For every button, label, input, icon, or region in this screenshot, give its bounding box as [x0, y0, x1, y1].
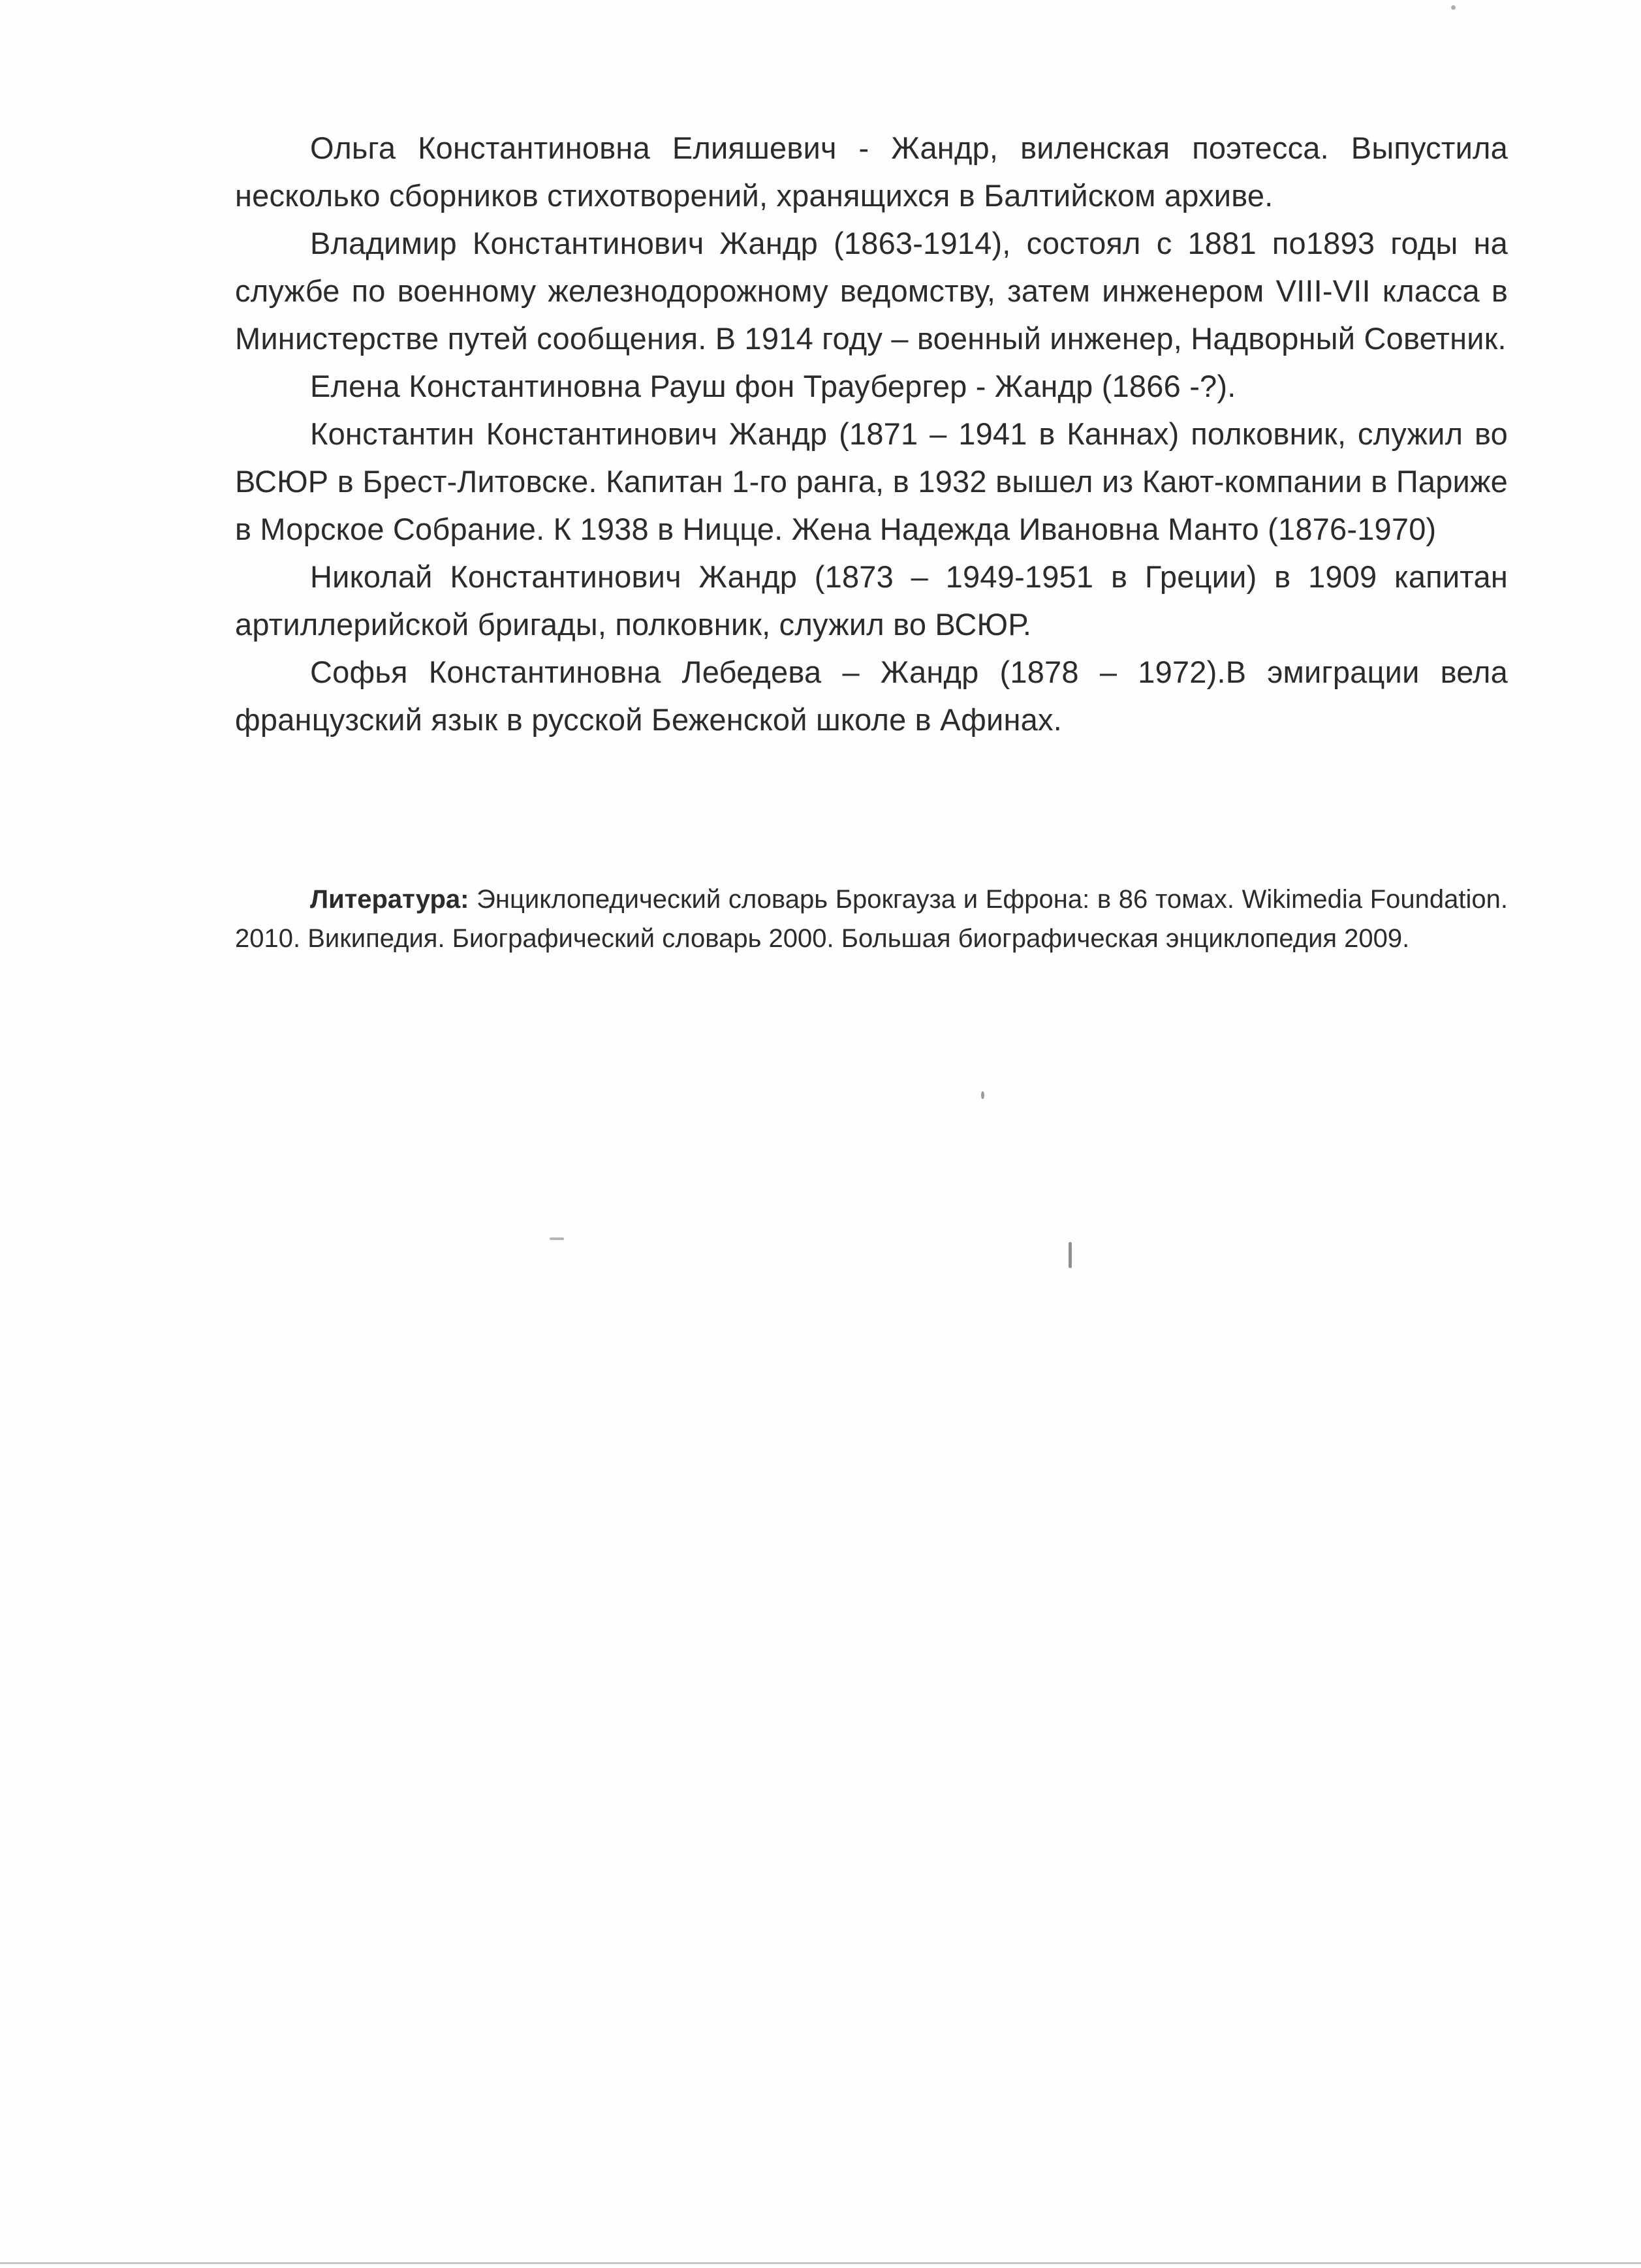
literature-section	[235, 880, 1508, 958]
literature-label: Литература:	[310, 885, 469, 914]
paragraph-elena: Елена Константиновна Рауш фон Траубергер - Жандр (1866 -?).	[310, 369, 1236, 403]
scan-edge-line	[0, 2262, 1641, 2264]
main-text	[235, 124, 1508, 743]
paragraph-sofya: Софья Константиновна Лебедева – Жандр (1878 – 1972).В эмиграции вела французский язык в русской Беженской школе в Афинах.	[235, 655, 1508, 737]
scan-speck	[1069, 1242, 1072, 1268]
paragraph-konstantin: Константин Константинович Жандр (1871 – 1941 в Каннах) полковник, служил во ВСЮР в Брест-Литовске. Капитан 1-го ранга, в 1932 вышел из Кают-компании в Париже в Морское Собрание. К 1938 в Ницце. Жена Надежда Ивановна Манто (1876-1970)	[235, 416, 1508, 546]
literature-text: Энциклопедический словарь Брокгауза и Ефрона: в 86 томах. Wikimedia Foundation. 2010. Википедия. Биографический словарь 2000. Большая биографическая энциклопедия 2009.	[235, 885, 1508, 953]
paragraph-nikolai: Николай Константинович Жандр (1873 – 1949-1951 в Греции) в 1909 капитан артиллерийской бригады, полковник, служил во ВСЮР.	[235, 559, 1508, 642]
scan-speck	[981, 1091, 984, 1099]
scan-speck	[1451, 5, 1456, 10]
paragraph-olga: Ольга Константиновна Елияшевич - Жандр, виленская поэтесса. Выпустила несколько сборников стихотворений, хранящихся в Балтийском архиве.	[235, 131, 1508, 213]
scan-speck	[550, 1237, 564, 1240]
paragraph-vladimir: Владимир Константинович Жандр (1863-1914), состоял с 1881 по1893 годы на службе по военному железнодорожному ведомству, затем инженером VIII-VII класса в Министерстве путей сообщения. В 1914 году – военный инженер, Надворный Советник.	[235, 226, 1508, 356]
